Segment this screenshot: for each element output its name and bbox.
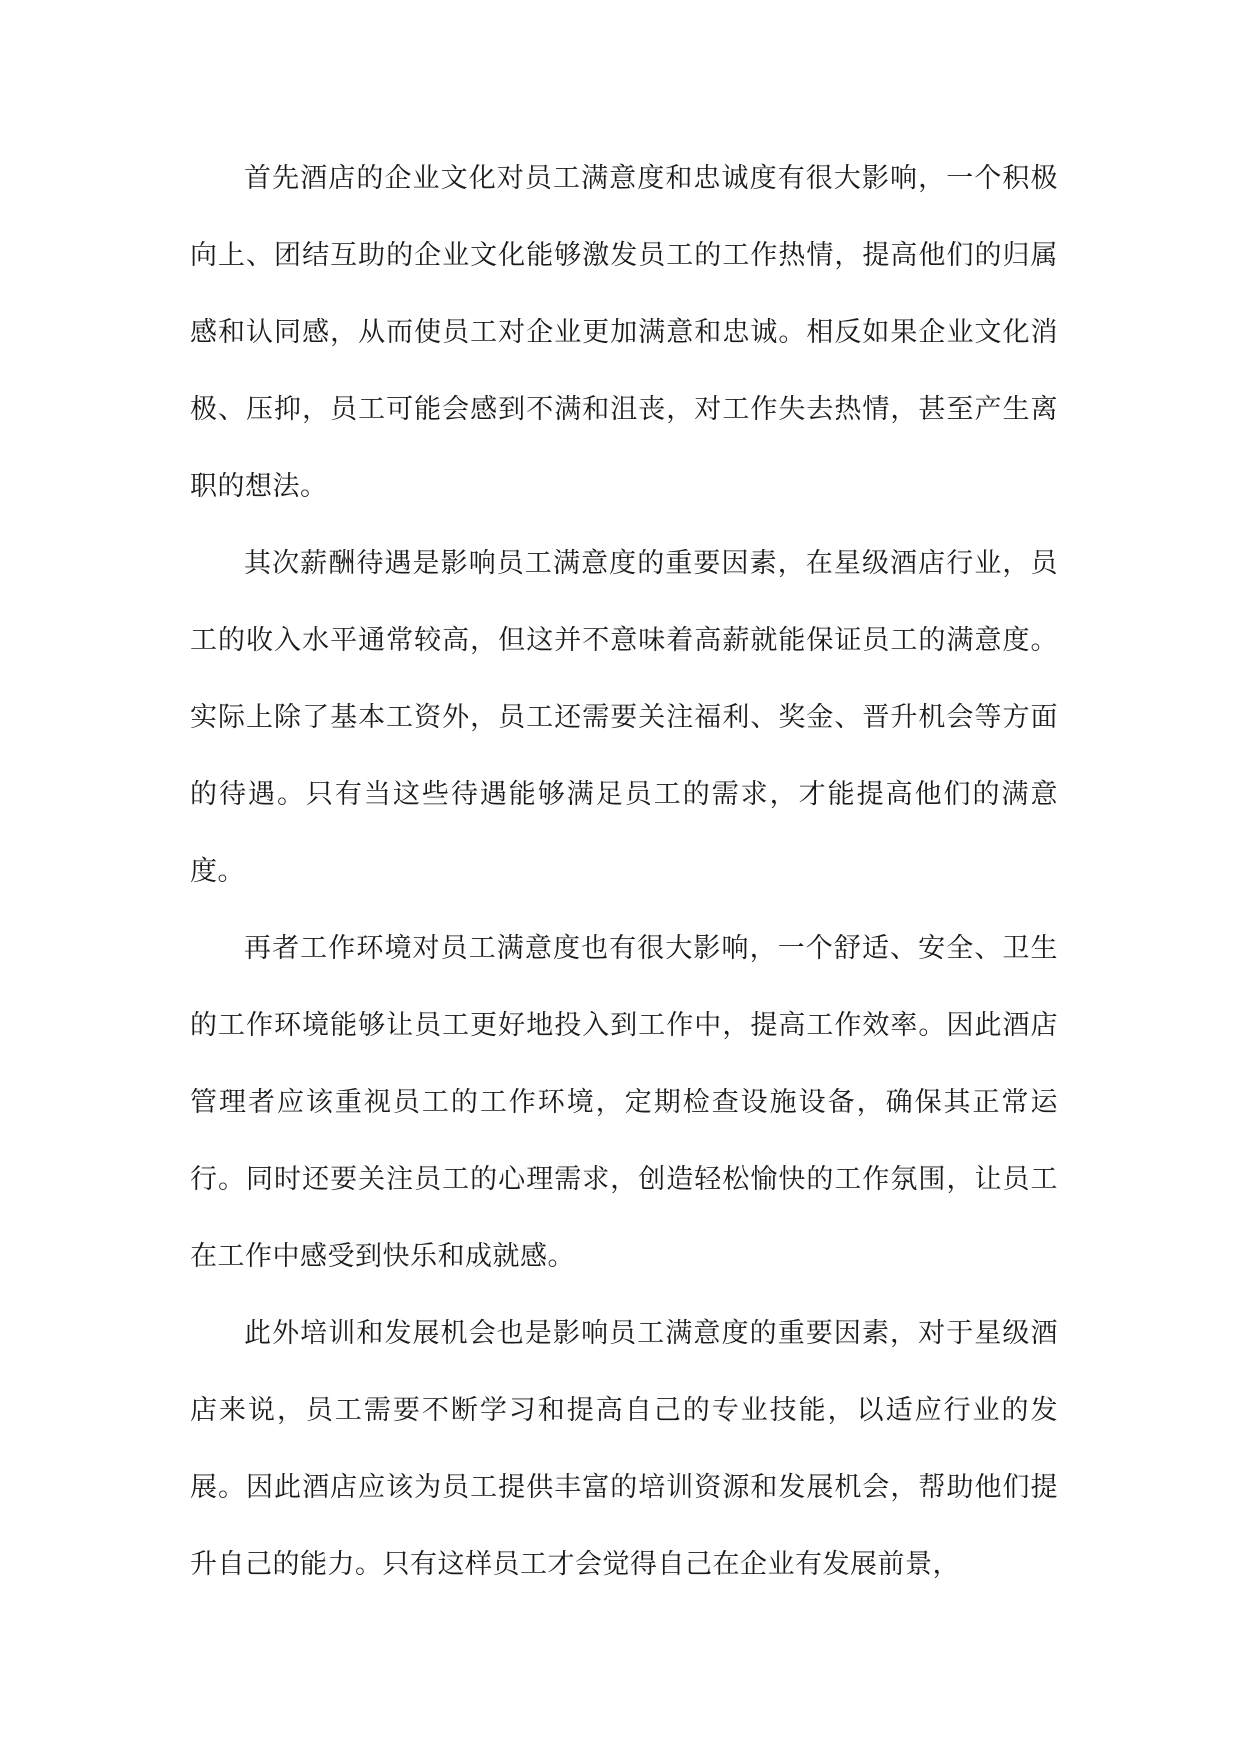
paragraph-corporate-culture: 首先酒店的企业文化对员工满意度和忠诚度有很大影响，一个积极向上、团结互助的企业文化能够激发员工的工作热情，提高他们的归属感和认同感，从而使员工对企业更加满意和忠诚。相反如果企业文化消极、压抑，员工可能会感到不满和沮丧，对工作失去热情，甚至产生离职的想法。 [190, 163, 1058, 502]
paragraph-work-environment: 再者工作环境对员工满意度也有很大影响，一个舒适、安全、卫生的工作环境能够让员工更好地投入到工作中，提高工作效率。因此酒店管理者应该重视员工的工作环境，定期检查设施设备，确保其正常运行。同时还要关注员工的心理需求，创造轻松愉快的工作氛围，让员工在工作中感受到快乐和成就感。 [190, 933, 1058, 1272]
paragraph-training-development: 此外培训和发展机会也是影响员工满意度的重要因素，对于星级酒店来说，员工需要不断学习和提高自己的专业技能，以适应行业的发展。因此酒店应该为员工提供丰富的培训资源和发展机会，帮助他们提升自己的能力。只有这样员工才会觉得自己在企业有发展前景， [190, 1318, 1058, 1580]
paragraph-compensation: 其次薪酬待遇是影响员工满意度的重要因素，在星级酒店行业，员工的收入水平通常较高，但这并不意味着高薪就能保证员工的满意度。实际上除了基本工资外，员工还需要关注福利、奖金、晋升机会等方面的待遇。只有当这些待遇能够满足员工的需求，才能提高他们的满意度。 [190, 548, 1058, 887]
body-text [190, 140, 1058, 1603]
